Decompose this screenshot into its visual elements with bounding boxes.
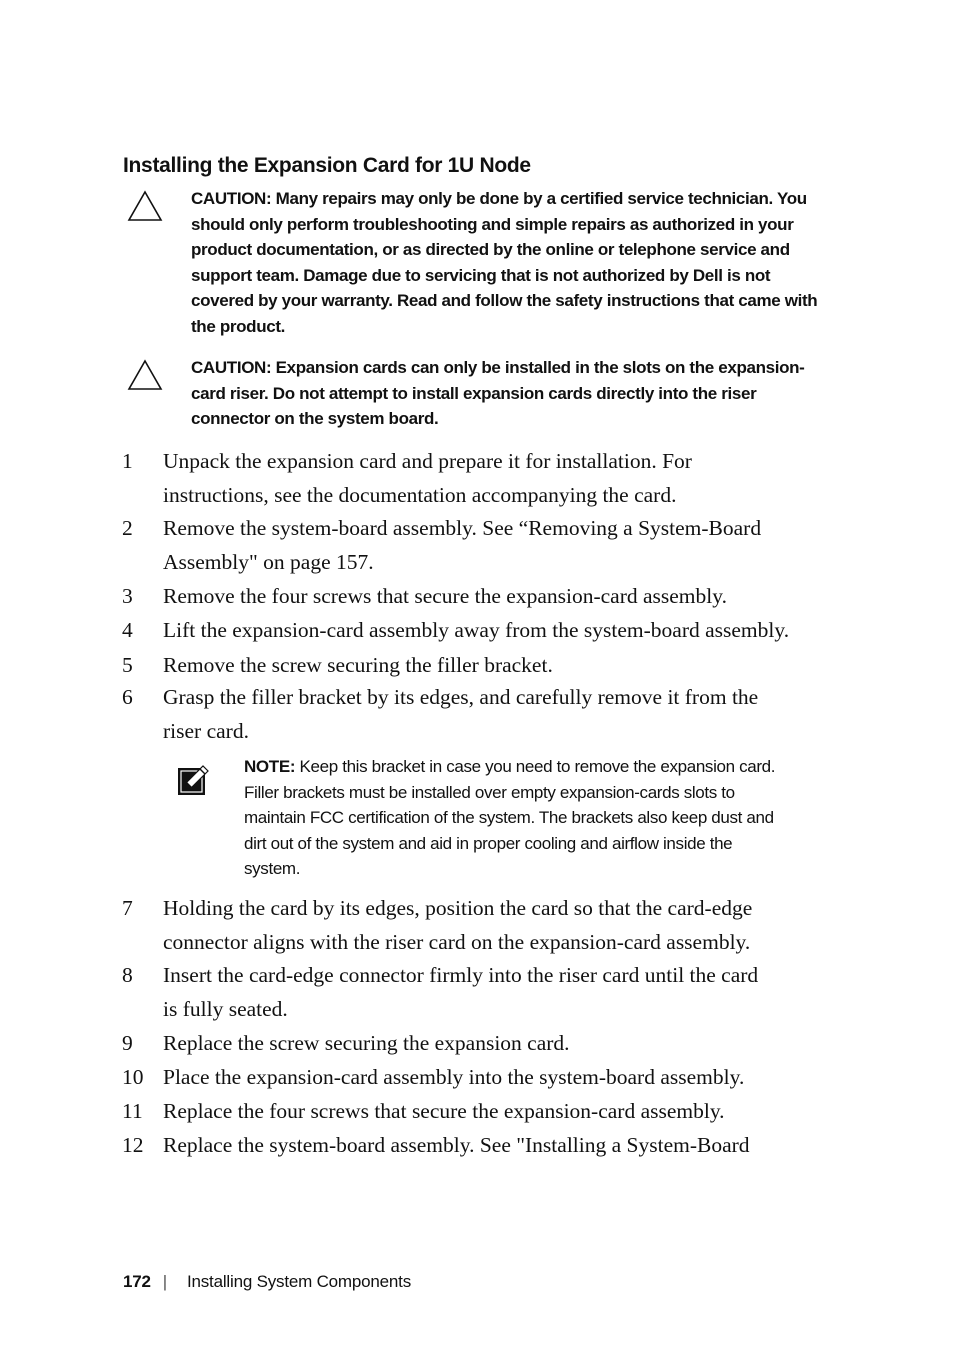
step-text bbox=[163, 1061, 863, 1095]
step-number: 9 bbox=[122, 1031, 133, 1055]
step-line: Replace the four screws that secure the expansion-card assembly. bbox=[163, 1099, 725, 1123]
caution-line: covered by your warranty. Read and follow the safety instructions that came with bbox=[191, 291, 818, 310]
step-line: Grasp the filler bracket by its edges, and carefully remove it from the bbox=[163, 685, 759, 709]
step-line: Replace the system-board assembly. See "Installing a System-Board bbox=[163, 1133, 750, 1157]
step-number: 6 bbox=[122, 685, 133, 709]
step-line: Remove the four screws that secure the expansion-card assembly. bbox=[163, 584, 727, 608]
caution-line: CAUTION: Many repairs may only be done by a certified service technician. You bbox=[191, 189, 807, 208]
step-number: 5 bbox=[122, 653, 133, 677]
caution-triangle-icon bbox=[127, 359, 163, 391]
step-number: 4 bbox=[122, 618, 133, 642]
note-line: Filler brackets must be installed over empty expansion-cards slots to bbox=[244, 782, 735, 802]
step-line: is fully seated. bbox=[163, 996, 288, 1021]
step-line: riser card. bbox=[163, 718, 249, 743]
caution-line: support team. Damage due to servicing that is not authorized by Dell is not bbox=[191, 265, 771, 285]
step-number: 10 bbox=[122, 1065, 144, 1089]
caution-line: should only perform troubleshooting and simple repairs as authorized in your bbox=[191, 214, 794, 234]
step-number: 12 bbox=[122, 1133, 144, 1157]
caution-line: CAUTION: Expansion cards can only be installed in the slots on the expansion- bbox=[191, 358, 805, 377]
step-number: 2 bbox=[122, 516, 133, 540]
step-number: 11 bbox=[122, 1099, 143, 1123]
step-text bbox=[163, 580, 863, 614]
step-line: Remove the system-board assembly. See “Removing a System-Board bbox=[163, 516, 762, 540]
step-number: 1 bbox=[122, 449, 133, 473]
caution-line: connector on the system board. bbox=[191, 409, 439, 428]
note-pencil-icon bbox=[177, 762, 211, 796]
step-text bbox=[163, 512, 863, 579]
caution-line: product documentation, or as directed by the online or telephone service and bbox=[191, 240, 790, 259]
step-line: instructions, see the documentation accompanying the card. bbox=[163, 482, 677, 507]
step-number: 3 bbox=[122, 584, 133, 608]
step-text bbox=[163, 681, 863, 748]
step-line: connector aligns with the riser card on the expansion-card assembly. bbox=[163, 929, 751, 954]
step-line: Remove the screw securing the filler bracket. bbox=[163, 653, 553, 677]
page-footer bbox=[123, 1272, 411, 1292]
step-line: Assembly" on page 157. bbox=[163, 549, 374, 574]
step-line: Replace the screw securing the expansion card. bbox=[163, 1031, 570, 1055]
step-text bbox=[163, 649, 863, 683]
caution-triangle-icon bbox=[127, 190, 163, 222]
caution-text bbox=[191, 355, 863, 432]
step-line: Place the expansion-card assembly into the system-board assembly. bbox=[163, 1065, 745, 1089]
step-text bbox=[163, 614, 863, 648]
step-number: 8 bbox=[122, 963, 133, 987]
note-line: dirt out of the system and aid in proper cooling and airflow inside the bbox=[244, 833, 733, 853]
step-text bbox=[163, 1095, 863, 1129]
step-text bbox=[163, 1129, 863, 1163]
step-text bbox=[163, 959, 863, 1026]
section-heading: Installing the Expansion Card for 1U Node bbox=[123, 154, 531, 177]
step-text bbox=[163, 445, 863, 512]
caution-text bbox=[191, 186, 863, 339]
note-line: system. bbox=[244, 859, 301, 878]
step-text bbox=[163, 892, 863, 959]
step-text bbox=[163, 1027, 863, 1061]
footer-separator: | bbox=[162, 1272, 167, 1291]
step-number: 7 bbox=[122, 896, 133, 920]
caution-line: card riser. Do not attempt to install expansion cards directly into the riser bbox=[191, 383, 757, 403]
page-number: 172 bbox=[123, 1272, 151, 1291]
step-line: Unpack the expansion card and prepare it for installation. For bbox=[163, 449, 692, 473]
note-line: maintain FCC certification of the system. The brackets also keep dust and bbox=[244, 808, 774, 827]
footer-section-title: Installing System Components bbox=[186, 1272, 411, 1291]
note-first-line: Keep this bracket in case you need to remove the expansion card. bbox=[295, 757, 776, 776]
caution-line: the product. bbox=[191, 316, 286, 336]
step-line: Lift the expansion-card assembly away from the system-board assembly. bbox=[163, 618, 790, 642]
step-line: Holding the card by its edges, position the card so that the card-edge bbox=[163, 896, 753, 920]
step-line: Insert the card-edge connector firmly into the riser card until the card bbox=[163, 963, 759, 987]
note-label: NOTE: bbox=[244, 757, 296, 776]
note-line bbox=[244, 754, 856, 780]
note-text bbox=[244, 754, 856, 882]
